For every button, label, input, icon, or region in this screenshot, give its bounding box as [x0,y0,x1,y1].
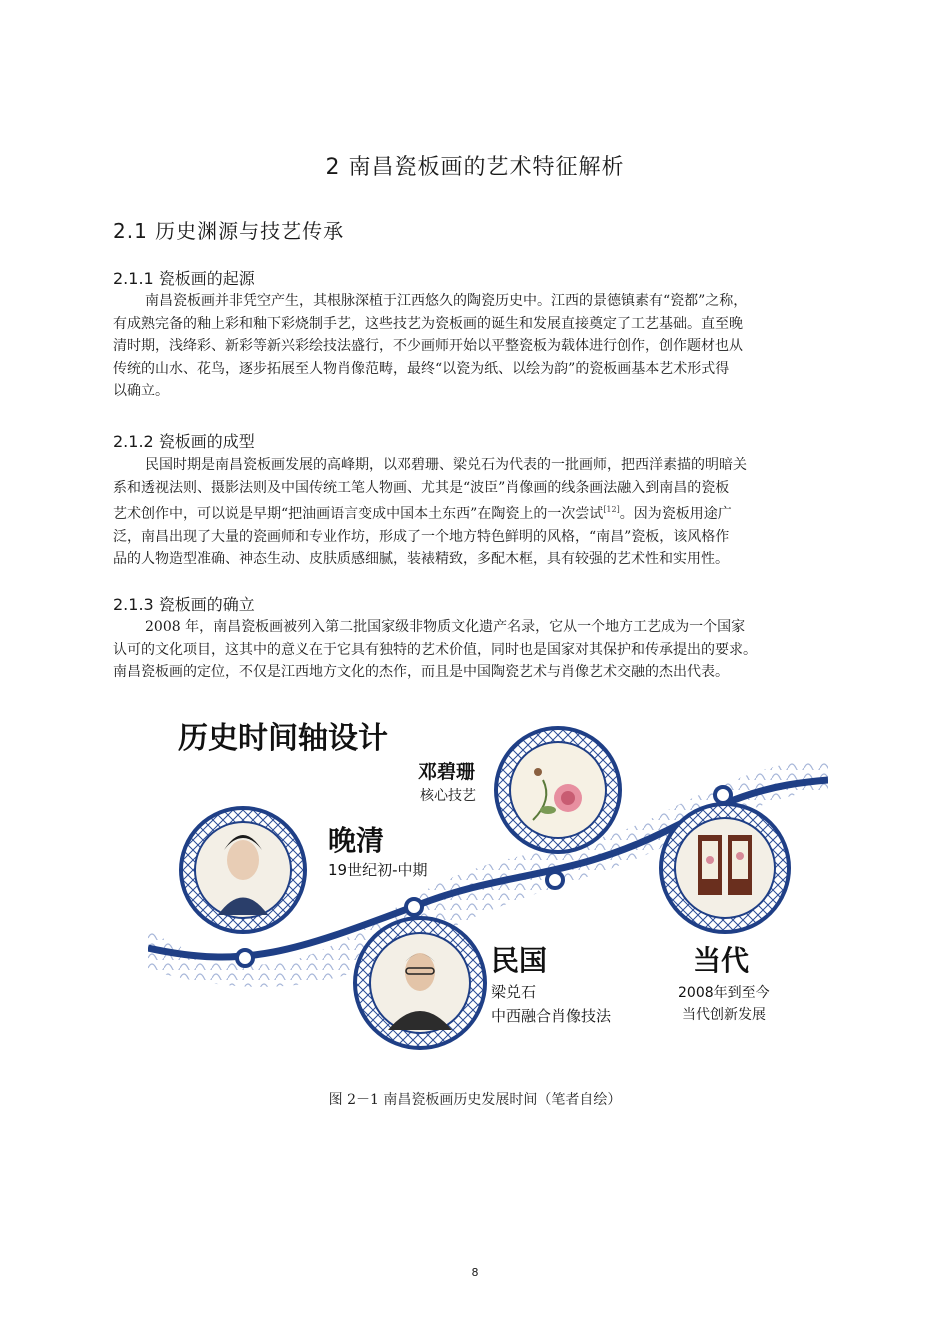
text-line: 2008 年，南昌瓷板画被列入第二批国家级非物质文化遗产名录，它从一个地方工艺成为一个国家 [145,619,746,635]
figure-title: 历史时间轴设计 [178,721,388,756]
timeline-dot [237,950,253,966]
medallion-republic [355,918,485,1048]
medallion-contemporary [661,804,789,932]
timeline-dot [406,899,422,915]
node-title: 民国 [491,944,548,977]
paragraph-formation [113,454,861,571]
text-line: 品的人物造型准确、神态生动、皮肤质感细腻，装裱精致，多配木框，具有较强的艺术性和实用性。 [113,551,729,567]
text-line: 认可的文化项目，这其中的意义在于它具有独特的艺术价值，同时也是国家对其保护和传承提出的要求。 [113,641,757,658]
node-title: 晚清 [328,824,385,857]
node-subtitle: 核心技艺 [420,788,476,804]
paragraph-establishment [113,616,861,684]
node-title: 当代 [693,944,750,977]
medallion-deng-bishan [496,728,620,852]
chapter-title: 2 南昌瓷板画的艺术特征解析 [325,155,625,180]
timeline-figure [148,700,828,1070]
node-subtitle: 梁兑石 [491,983,537,1001]
portrait-figure-icon [405,953,435,991]
subsection-title-formation: 2.1.2 瓷板画的成型 [113,432,255,451]
node-subtitle: 中西融合肖像技法 [491,1007,612,1025]
page-number: 8 [471,1266,479,1279]
text-line: 清时期，浅绛彩、新彩等新兴彩绘技法盛行，不少画师开始以平整瓷板为载体进行创作，创作题材也从 [113,338,743,354]
text-line: 艺术创作中，可以说是早期“把油画语言变成中国本土东西”在陶瓷上的一次尝试[12]。因为瓷板用途广 [113,505,732,522]
text-line: 系和透视法则、摄影法则及中国传统工笔人物画、尤其是“波臣”肖像画的线条画法融入到南昌的瓷板 [113,479,730,496]
text-line: 南昌瓷板画的定位，不仅是江西地方文化的杰作，而且是中国陶瓷艺术与肖像艺术交融的杰出代表。 [113,664,729,680]
subsection-title-origin: 2.1.1 瓷板画的起源 [113,269,255,288]
medallion-late-qing [181,808,305,932]
timeline-dot [547,872,563,888]
node-subtitle: 当代创新发展 [682,1007,766,1023]
node-subtitle: 2008年到至今 [678,985,770,1001]
text-line: 传统的山水、花鸟，逐步拓展至人物肖像范畴，最终“以瓷为纸、以绘为韵”的瓷板画基本艺术形式得 [113,360,730,377]
text-line: 以确立。 [113,383,169,399]
figure-caption: 图 2－1 南昌瓷板画历史发展时间（笔者自绘） [328,1092,622,1108]
timeline-dot [715,787,731,803]
portrait-figure-icon [227,840,259,880]
citation-mark: [12] [603,505,620,514]
section-title: 2.1 历史渊源与技艺传承 [113,219,345,243]
paragraph-origin [113,290,861,403]
subsection-title-establishment: 2.1.3 瓷板画的确立 [113,595,255,614]
node-subtitle: 19世纪初-中期 [328,861,428,879]
text-line: 有成熟完备的釉上彩和釉下彩烧制手艺，这些技艺为瓷板画的诞生和发展直接奠定了工艺基础。直至晚 [113,315,743,332]
text-line: 泛，南昌出现了大量的瓷画师和专业作坊，形成了一个地方特色鲜明的风格，“南昌”瓷板，该风格作 [113,528,730,545]
text-line: 南昌瓷板画并非凭空产生，其根脉深植于江西悠久的陶瓷历史中。江西的景德镇素有“瓷都”之称， [145,293,748,309]
node-title: 邓碧珊 [418,761,476,783]
text-line: 民国时期是南昌瓷板画发展的高峰期，以邓碧珊、梁兑石为代表的一批画师，把西洋素描的明暗关 [145,457,747,473]
